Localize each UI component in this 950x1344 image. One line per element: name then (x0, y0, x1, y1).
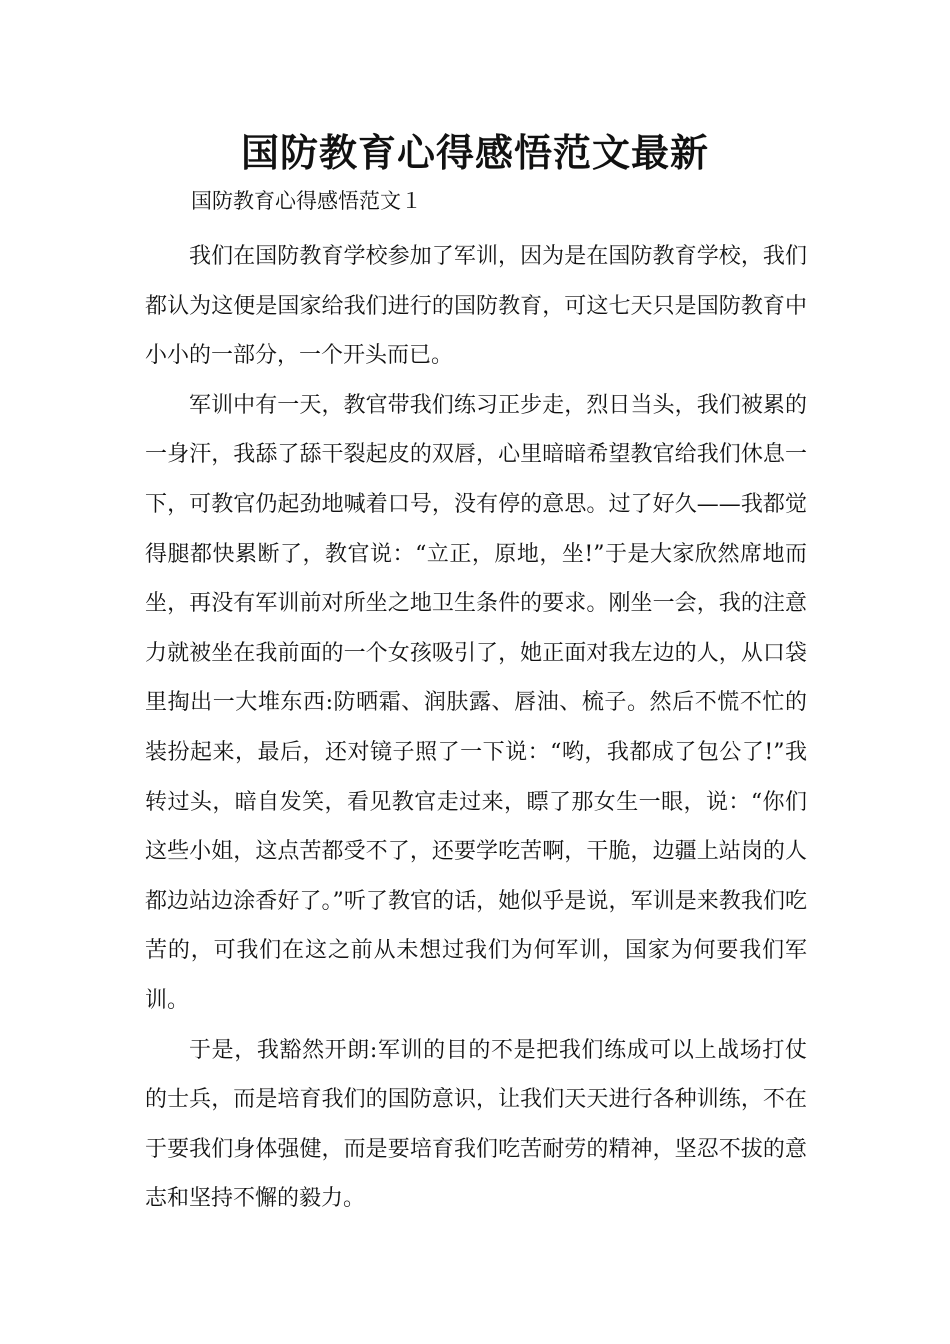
document-subtitle: 国防教育心得感悟范文１ (191, 189, 422, 213)
paragraph-1: 我们在国防教育学校参加了军训，因为是在国防教育学校，我们都认为这便是国家给我们进行的国防教育，可这七天只是国防教育中小小的一部分，一个开头而已。 (145, 244, 807, 369)
document-body (145, 232, 807, 1224)
document-title: 国防教育心得感悟范文最新 (240, 131, 709, 175)
paragraph-2: 军训中有一天，教官带我们练习正步走，烈日当头，我们被累的一身汗，我舔了舔干裂起皮的双唇，心里暗暗希望教官给我们休息一下，可教官仍起劲地喊着口号，没有停的意思。过了好久——我都觉得腿都快累断了，教官说：“立正，原地，坐!”于是大家欣然席地而坐，再没有军训前对所坐之地卫生条件的要求。刚坐一会，我的注意力就被坐在我前面的一个女孩吸引了，她正面对我左边的人，从口袋里掏出一大堆东西:防晒霜、润肤露、唇油、梳子。然后不慌不忙的装扮起来，最后，还对镜子照了一下说：“哟，我都成了包公了!”我转过头，暗自发笑，看见教官走过来，瞟了那女生一眼，说：“你们这些小姐，这点苦都受不了，还要学吃苦啊，干脆，边疆上站岗的人都边站边涂香好了。”听了教官的话，她似乎是说，军训是来教我们吃苦的，可我们在这之前从未想过我们为何军训，国家为何要我们军训。 (145, 392, 807, 1013)
paragraph-3: 于是，我豁然开朗:军训的目的不是把我们练成可以上战场打仗的士兵，而是培育我们的国防意识，让我们天天进行各种训练，不在于要我们身体强健，而是要培育我们吃苦耐劳的精神，坚忍不拔的意志和坚持不懈的毅力。 (145, 1037, 807, 1212)
